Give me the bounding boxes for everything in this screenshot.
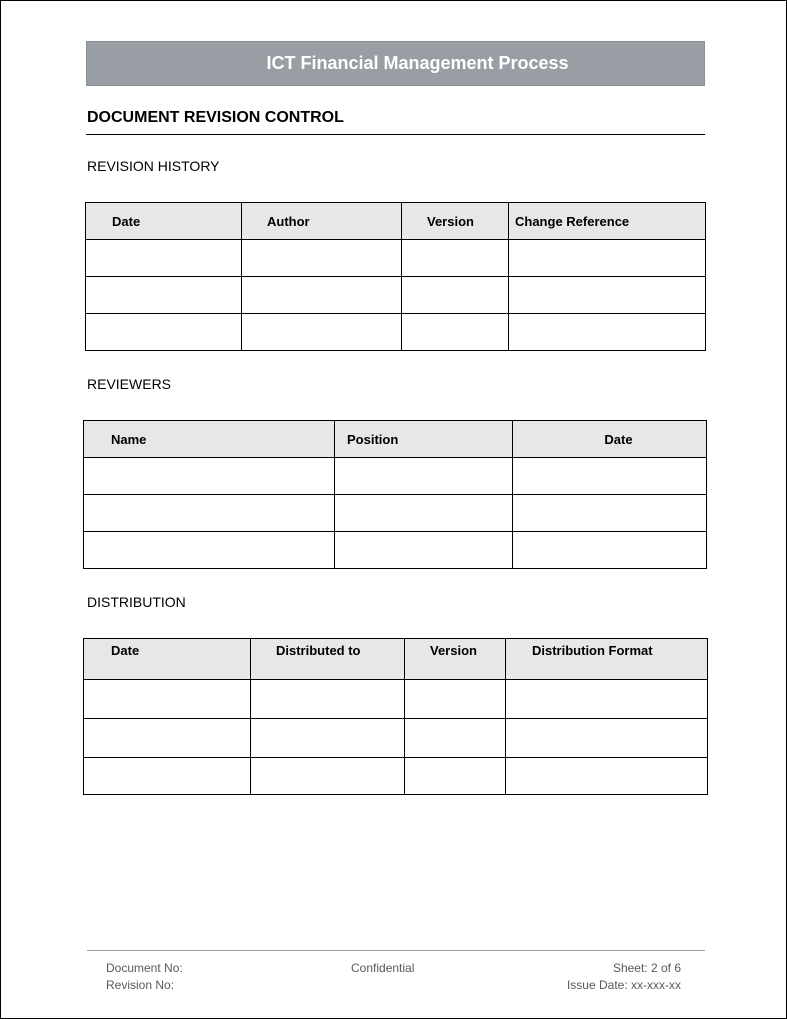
column-header-change-reference: Change Reference [509,203,706,240]
table-header-row [86,203,706,240]
table-cell[interactable] [251,758,405,795]
table-cell[interactable] [242,277,402,314]
table-cell[interactable] [84,495,335,532]
table-cell[interactable] [251,719,405,758]
table-row [84,458,707,495]
table-cell[interactable] [509,314,706,351]
table-cell[interactable] [242,314,402,351]
table-cell[interactable] [242,240,402,277]
table-cell[interactable] [86,240,242,277]
table-cell[interactable] [402,277,509,314]
column-header-position: Position [335,421,513,458]
table-cell[interactable] [335,532,513,569]
distribution-table [83,638,708,795]
reviewers-table [83,420,707,569]
table-cell[interactable] [84,680,251,719]
table-row [84,719,708,758]
section-title: DOCUMENT REVISION CONTROL [87,109,344,126]
table-cell[interactable] [335,495,513,532]
column-header-date: Date [86,203,242,240]
table-cell[interactable] [405,719,506,758]
table-cell[interactable] [513,458,707,495]
column-header-distributed-to: Distributed to [251,639,405,680]
column-header-version: Version [405,639,506,680]
table-header-row [84,421,707,458]
table-cell[interactable] [513,495,707,532]
table-cell[interactable] [86,277,242,314]
revision-history-table [85,202,706,351]
document-header-bar [86,41,705,86]
title-divider [86,134,705,135]
footer-divider [87,950,705,951]
table-cell[interactable] [335,458,513,495]
table-row [84,758,708,795]
footer-issue-date: Issue Date: xx-xxx-xx [566,978,681,992]
column-header-distribution-format: Distribution Format [506,639,708,680]
table-header-row [84,639,708,680]
table-cell[interactable] [86,314,242,351]
table-cell[interactable] [509,240,706,277]
table-cell[interactable] [251,680,405,719]
table-cell[interactable] [84,532,335,569]
table-cell[interactable] [506,719,708,758]
column-header-version: Version [402,203,509,240]
table-cell[interactable] [405,680,506,719]
table-row [86,277,706,314]
table-cell[interactable] [509,277,706,314]
document-title: ICT Financial Management Process [266,53,569,73]
table-row [84,495,707,532]
column-header-name: Name [84,421,335,458]
revision-history-heading: REVISION HISTORY [87,158,220,174]
table-cell[interactable] [405,758,506,795]
table-row [86,240,706,277]
footer-document-no: Document No: [106,961,183,975]
footer-sheet: Sheet: 2 of 6 [612,961,681,975]
table-row [86,314,706,351]
table-cell[interactable] [84,719,251,758]
table-cell[interactable] [506,758,708,795]
table-row [84,532,707,569]
table-cell[interactable] [84,758,251,795]
table-row [84,680,708,719]
table-cell[interactable] [402,314,509,351]
footer-revision-no: Revision No: [106,978,175,992]
table-cell[interactable] [402,240,509,277]
column-header-author: Author [242,203,402,240]
table-cell[interactable] [506,680,708,719]
table-cell[interactable] [84,458,335,495]
distribution-heading: DISTRIBUTION [87,594,186,610]
column-header-date: Date [513,421,707,458]
footer-confidential: Confidential [351,961,415,975]
table-cell[interactable] [513,532,707,569]
column-header-date: Date [84,639,251,680]
reviewers-heading: REVIEWERS [87,376,172,392]
